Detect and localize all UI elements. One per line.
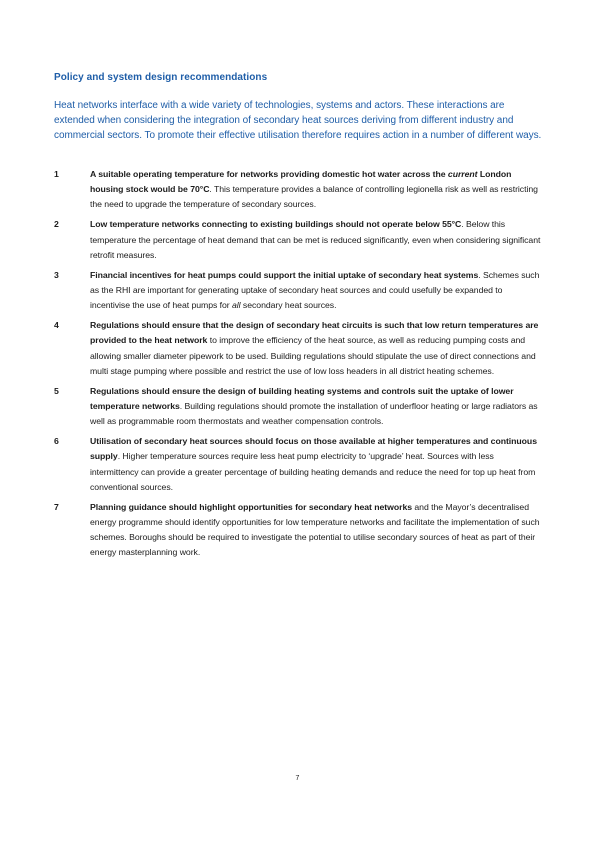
item-lead: Regulations should ensure the design of building heating systems and controls suit the uptake of lower temperature networks <box>90 385 514 412</box>
item-body: . Building regulations should promote the installation of underfloor heating or large radiators as well as programmable room thermostats and weather compensation controls. <box>90 401 538 427</box>
item-number: 6 <box>54 436 59 447</box>
item-lead: Utilisation of secondary heat sources should focus on those available at higher temperatures and continuous supply <box>90 436 537 462</box>
item-body: . This temperature provides a balance of controlling legionella risk as well as restricting the need to upgrade the temperature of secondary sources. <box>90 184 538 210</box>
item-lead-emphasis: current <box>447 169 478 179</box>
recommendations-list <box>54 167 542 561</box>
item-lead: Financial incentives for heat pumps could support the initial uptake of secondary heat systems <box>90 269 479 280</box>
item-number: 7 <box>54 501 59 512</box>
item-lead: A suitable operating temperature for networks providing domestic hot water across the <box>90 169 448 179</box>
item-body: . Below this temperature the percentage of heat demand that can be met is reduced significantly, even when considering significant retrofit measures. <box>90 219 541 260</box>
item-body: to improve the efficiency of the heat source, as well as reducing pumping costs and allowing smaller diameter pipework to be used. Building regulations should stipulate the use of direct connections and multi stage pumping where possible and restrict the use of low loss headers in all district heating schemes. <box>90 335 536 376</box>
item-body: . Higher temperature sources require less heat pump electricity to ‘upgrade’ heat. Sources with less intermittency can provide a greater percentage of building heating demands and reduce the need for top up heat from conventional sources. <box>90 451 536 492</box>
item-number: 2 <box>54 219 59 230</box>
item-number: 3 <box>54 269 59 280</box>
recommendation-item <box>54 167 542 213</box>
recommendation-item <box>54 318 542 379</box>
item-lead: London housing stock would be 70°C <box>90 169 512 195</box>
section-heading: Policy and system design recommendations <box>54 72 268 83</box>
item-lead: Planning guidance should highlight opportunities for secondary heat networks <box>90 501 413 512</box>
item-body: . Schemes such as the RHI are important for generating uptake of secondary heat sources and could usefully be expanded to incentivise the use of heat pumps for <box>90 269 540 311</box>
item-number: 4 <box>54 320 59 331</box>
item-body-emphasis: all <box>232 300 241 311</box>
recommendation-item <box>54 384 542 430</box>
intro-paragraph: Heat networks interface with a wide variety of technologies, systems and actors. These interactions are extended when considering the integration of secondary heat sources deriving from different industry and commercial sectors. To promote their effective utilisation therefore requires action in a number of different ways. <box>54 100 542 142</box>
item-number: 1 <box>54 169 59 179</box>
item-lead: Regulations should ensure that the design of secondary heat circuits is such that low return temperatures are provided to the heat network <box>90 320 539 346</box>
item-body: and the Mayor’s decentralised energy programme should identify opportunities for low temperature networks and facilitate the implementation of such schemes. Boroughs should be required to investigate the potential to utilise secondary sources of heat as part of their energy masterplanning work. <box>90 501 540 558</box>
recommendation-item <box>54 268 542 314</box>
item-number: 5 <box>54 385 59 396</box>
recommendation-item <box>54 217 542 263</box>
recommendation-item <box>54 500 542 561</box>
recommendation-item <box>54 434 542 495</box>
page-number: 7 <box>295 775 300 782</box>
item-body: secondary heat sources. <box>240 300 337 311</box>
item-lead: Low temperature networks connecting to existing buildings should not operate below 55°C <box>90 219 462 230</box>
